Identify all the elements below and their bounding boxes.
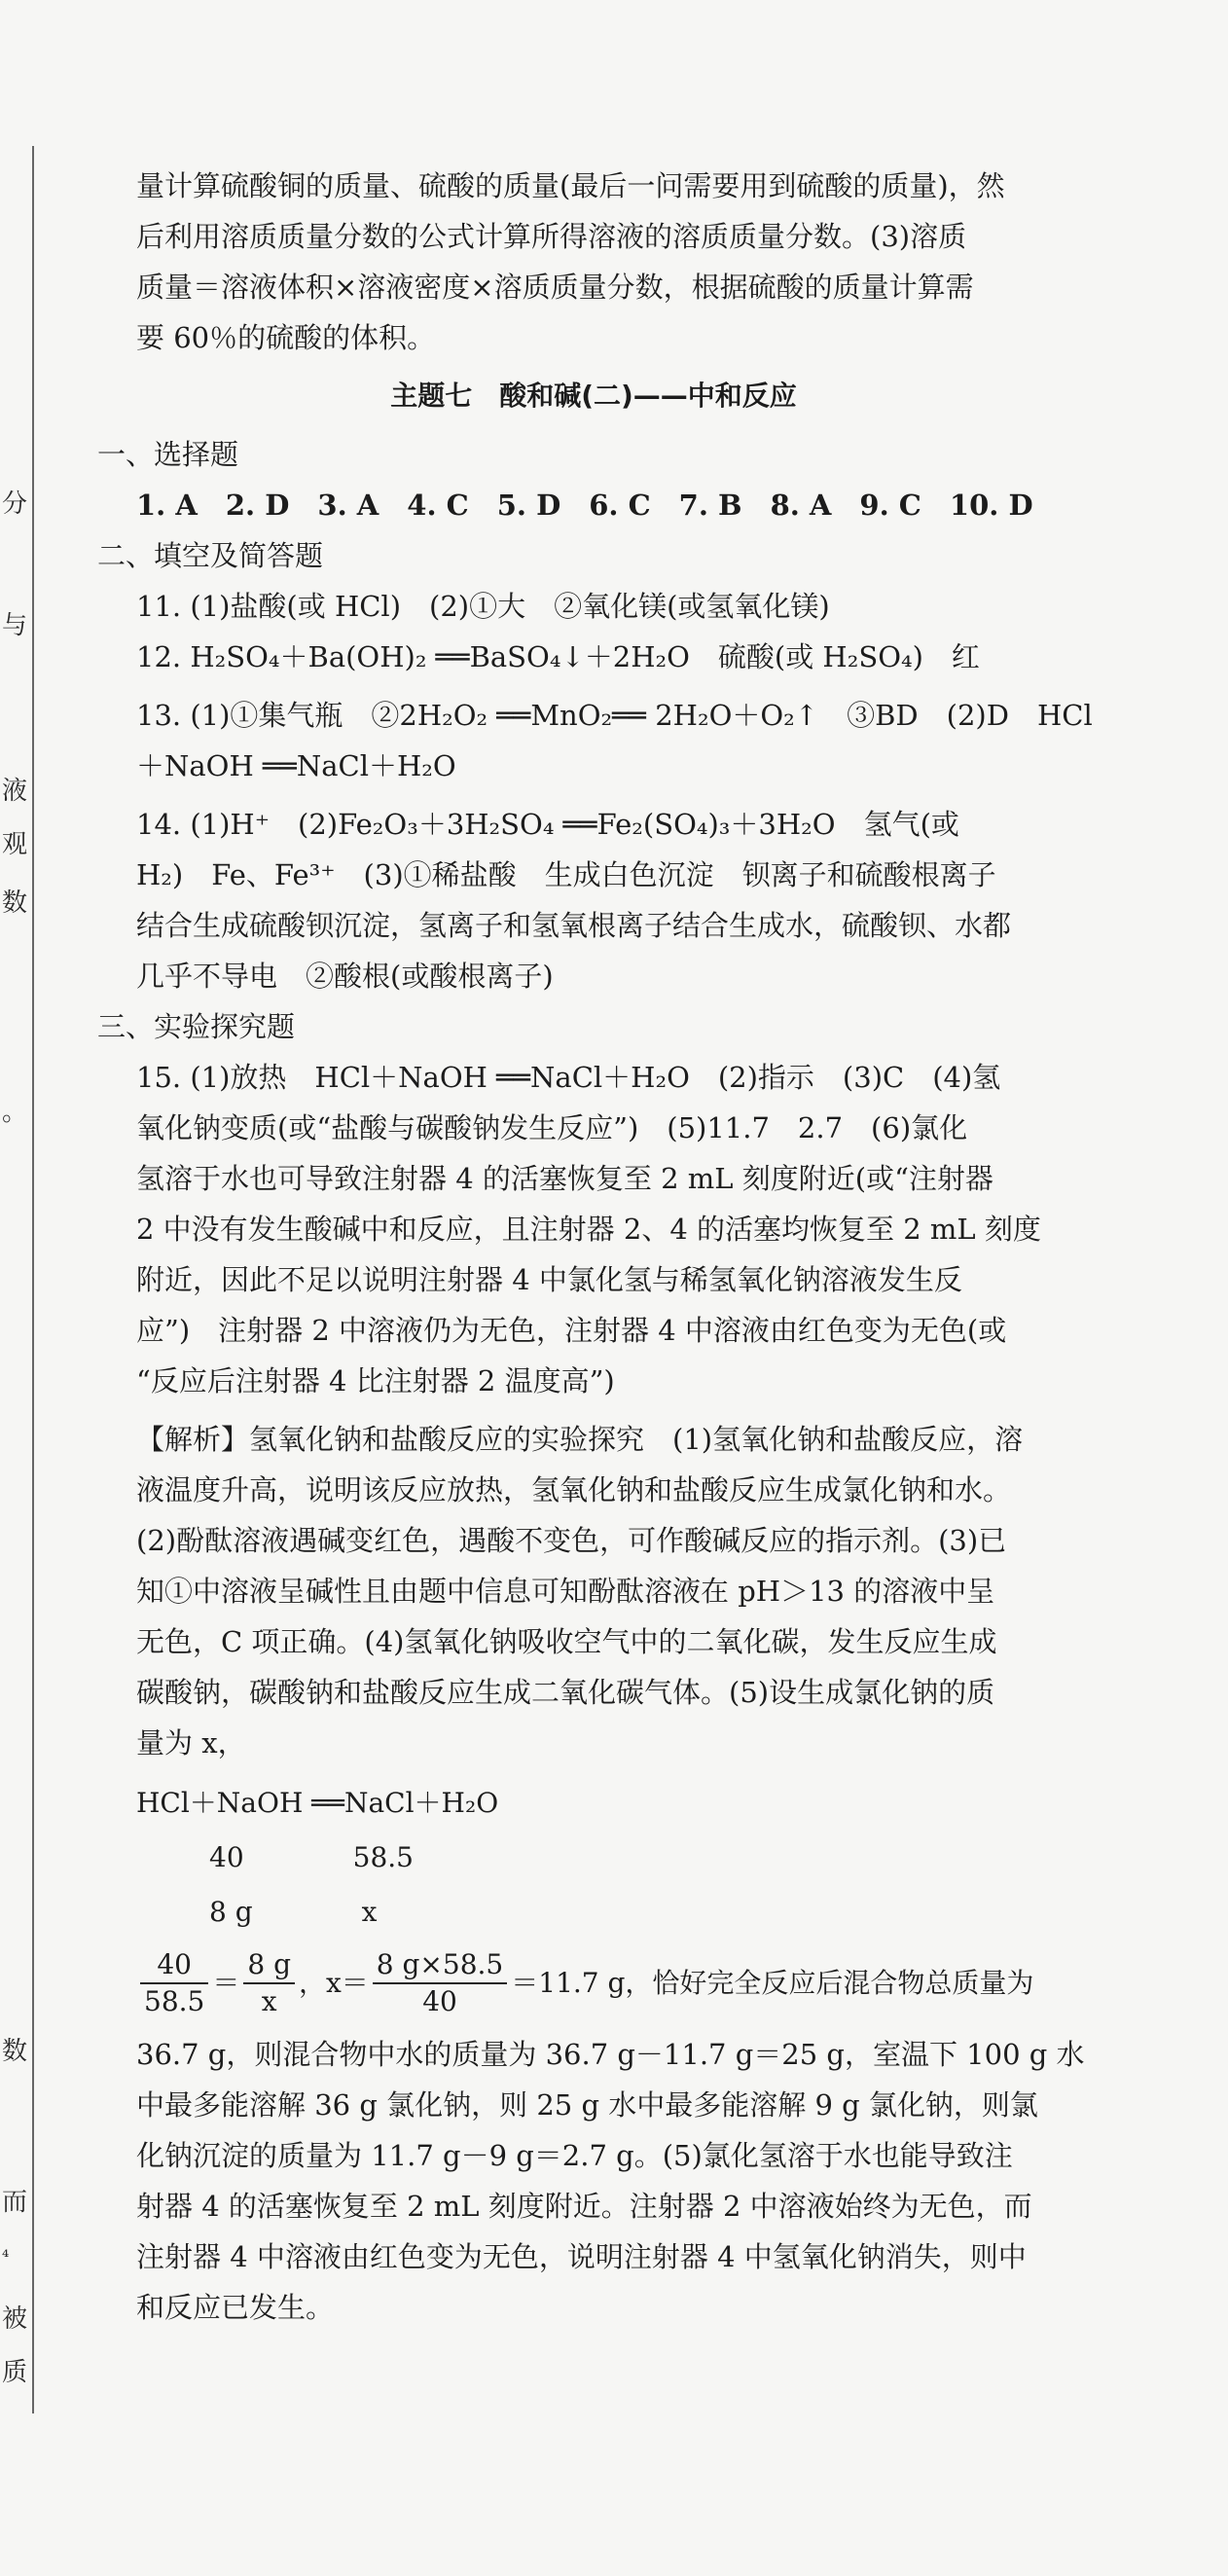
answer-15-cont: 应”) 注射器 2 中溶液仍为无色，注射器 4 中溶液由红色变为无色(或 (136, 1314, 1007, 1347)
edge-char: 质 (2, 2358, 28, 2387)
analysis-line: 和反应已发生。 (136, 2291, 335, 2324)
fraction-denominator: x (261, 1985, 277, 2017)
answer-13: 13. (1)①集气瓶 ②2H₂O₂ ══MnO₂══ 2H₂O＋O₂↑ ③BD (2)D HCl (136, 699, 1093, 732)
text-line: 质量＝溶液体积×溶液密度×溶质质量分数，根据硫酸的质量计算需 (136, 271, 974, 304)
section-title: 二、填空及简答题 (97, 539, 324, 572)
answer-15-cont: 氧化钠变质(或“盐酸与碳酸钠发生反应”) (5)11.7 2.7 (6)氯化 (136, 1111, 968, 1144)
section-title: 三、实验探究题 (97, 1010, 296, 1043)
analysis-line: 射器 4 的活塞恢复至 2 mL 刻度附近。注射器 2 中溶液始终为无色，而 (136, 2190, 1032, 2223)
fraction (243, 1947, 295, 2019)
analysis-line: 碳酸钠，碳酸钠和盐酸反应生成二氧化碳气体。(5)设生成氯化钠的质 (136, 1676, 995, 1709)
analysis-line: 无色，C 项正确。(4)氢氧化钠吸收空气中的二氧化碳，发生反应生成 (136, 1625, 997, 1658)
fraction-numerator: 40 (140, 1947, 208, 1984)
edge-char: ₄ (2, 2241, 10, 2262)
equation: HCl＋NaOH ══NaCl＋H₂O (136, 1787, 499, 1819)
answer-15-cont: 附近，因此不足以说明注射器 4 中氯化氢与稀氢氧化钠溶液发生反 (136, 1263, 962, 1296)
section-heading: 主题七 酸和碱(二)——中和反应 (390, 380, 797, 412)
answer-14-cont: 结合生成硫酸钡沉淀，氢离子和氢氧根离子结合生成水，硫酸钡、水都 (136, 909, 1012, 942)
analysis-line: 量为 x， (136, 1726, 246, 1760)
fraction-denominator: 40 (422, 1985, 457, 2017)
text-line: 后利用溶质质量分数的公式计算所得溶液的溶质质量分数。(3)溶质 (136, 220, 967, 253)
edge-char: 数 (2, 2037, 28, 2066)
choice-answers: 1. A 2. D 3. A 4. C 5. D 6. C 7. B 8. A 9. C 10. D (136, 489, 1033, 522)
equation-quantities: 8 g x (209, 1896, 378, 1928)
text-line: 要 60％的硫酸的体积。 (136, 321, 436, 354)
analysis-line: (2)酚酞溶液遇碱变红色，遇酸不变色，可作酸碱反应的指示剂。(3)已 (136, 1524, 1007, 1557)
analysis-line: 液温度升高，说明该反应放热，氢氧化钠和盐酸反应生成氯化钠和水。 (136, 1473, 1012, 1506)
answer-13-cont: ＋NaOH ══NaCl＋H₂O (136, 749, 456, 782)
equals-sign: ＝ (212, 1967, 240, 1999)
left-margin (0, 0, 33, 2576)
analysis-line: 注射器 4 中溶液由红色变为无色，说明注射器 4 中氢氧化钠消失，则中 (136, 2240, 1027, 2273)
fraction-text: ＝11.7 g，恰好完全反应后混合物总质量为 (511, 1967, 1034, 1999)
answer-15-cont: 氢溶于水也可导致注射器 4 的活塞恢复至 2 mL 刻度附近(或“注射器 (136, 1162, 993, 1195)
answer-12: 12. H₂SO₄＋Ba(OH)₂ ══BaSO₄↓＋2H₂O 硫酸(或 H₂SO₄) 红 (136, 640, 980, 673)
analysis-line: 【解析】氢氧化钠和盐酸反应的实验探究 (1)氢氧化钠和盐酸反应，溶 (136, 1423, 1024, 1456)
fraction (140, 1947, 208, 2019)
edge-char: 。 (2, 1098, 28, 1127)
equation-masses: 40 58.5 (209, 1841, 414, 1873)
fraction (373, 1947, 507, 2019)
edge-char: 而 (2, 2188, 28, 2217)
answer-15-cont: “反应后注射器 4 比注射器 2 温度高”) (136, 1364, 615, 1397)
edge-char: 分 (2, 490, 28, 519)
edge-char: 观 (2, 830, 28, 859)
fraction-text: ，x＝ (299, 1967, 369, 1999)
fraction-numerator: 8 g×58.5 (373, 1947, 507, 1984)
edge-char: 被 (2, 2304, 28, 2334)
column-divider (32, 146, 34, 2413)
analysis-line: 知①中溶液呈碱性且由题中信息可知酚酞溶液在 pH＞13 的溶液中呈 (136, 1575, 995, 1608)
text-line: 量计算硫酸铜的质量、硫酸的质量(最后一问需要用到硫酸的质量)，然 (136, 169, 1005, 202)
edge-char: 数 (2, 889, 28, 918)
edge-char: 液 (2, 777, 28, 806)
answer-page (97, 161, 1093, 2333)
answer-14-cont: H₂) Fe、Fe³⁺ (3)①稀盐酸 生成白色沉淀 钡离子和硫酸根离子 (136, 858, 996, 891)
answer-15-cont: 2 中没有发生酸碱中和反应，且注射器 2、4 的活塞均恢复至 2 mL 刻度 (136, 1213, 1041, 1246)
edge-char: 与 (2, 611, 28, 640)
analysis-line: 化钠沉淀的质量为 11.7 g－9 g＝2.7 g。(5)氯化氢溶于水也能导致注 (136, 2139, 1013, 2172)
fraction-numerator: 8 g (243, 1947, 295, 1984)
analysis-line: 中最多能溶解 36 g 氯化钠，则 25 g 水中最多能溶解 9 g 氯化钠，则氯 (136, 2088, 1038, 2122)
answer-14: 14. (1)H⁺ (2)Fe₂O₃＋3H₂SO₄ ══Fe₂(SO₄)₃＋3H₂O 氢气(或 (136, 808, 959, 841)
answer-11: 11. (1)盐酸(或 HCl) (2)①大 ②氧化镁(或氢氧化镁) (136, 590, 830, 623)
fraction-calculation (97, 1947, 1090, 2029)
answer-14-cont: 几乎不导电 ②酸根(或酸根离子) (136, 960, 554, 993)
fraction-denominator: 58.5 (144, 1985, 205, 2017)
analysis-line: 36.7 g，则混合物中水的质量为 36.7 g－11.7 g＝25 g，室温下 100 g 水 (136, 2038, 1085, 2071)
answer-15: 15. (1)放热 HCl＋NaOH ══NaCl＋H₂O (2)指示 (3)C (4)氢 (136, 1061, 1001, 1094)
section-title: 一、选择题 (97, 438, 239, 471)
